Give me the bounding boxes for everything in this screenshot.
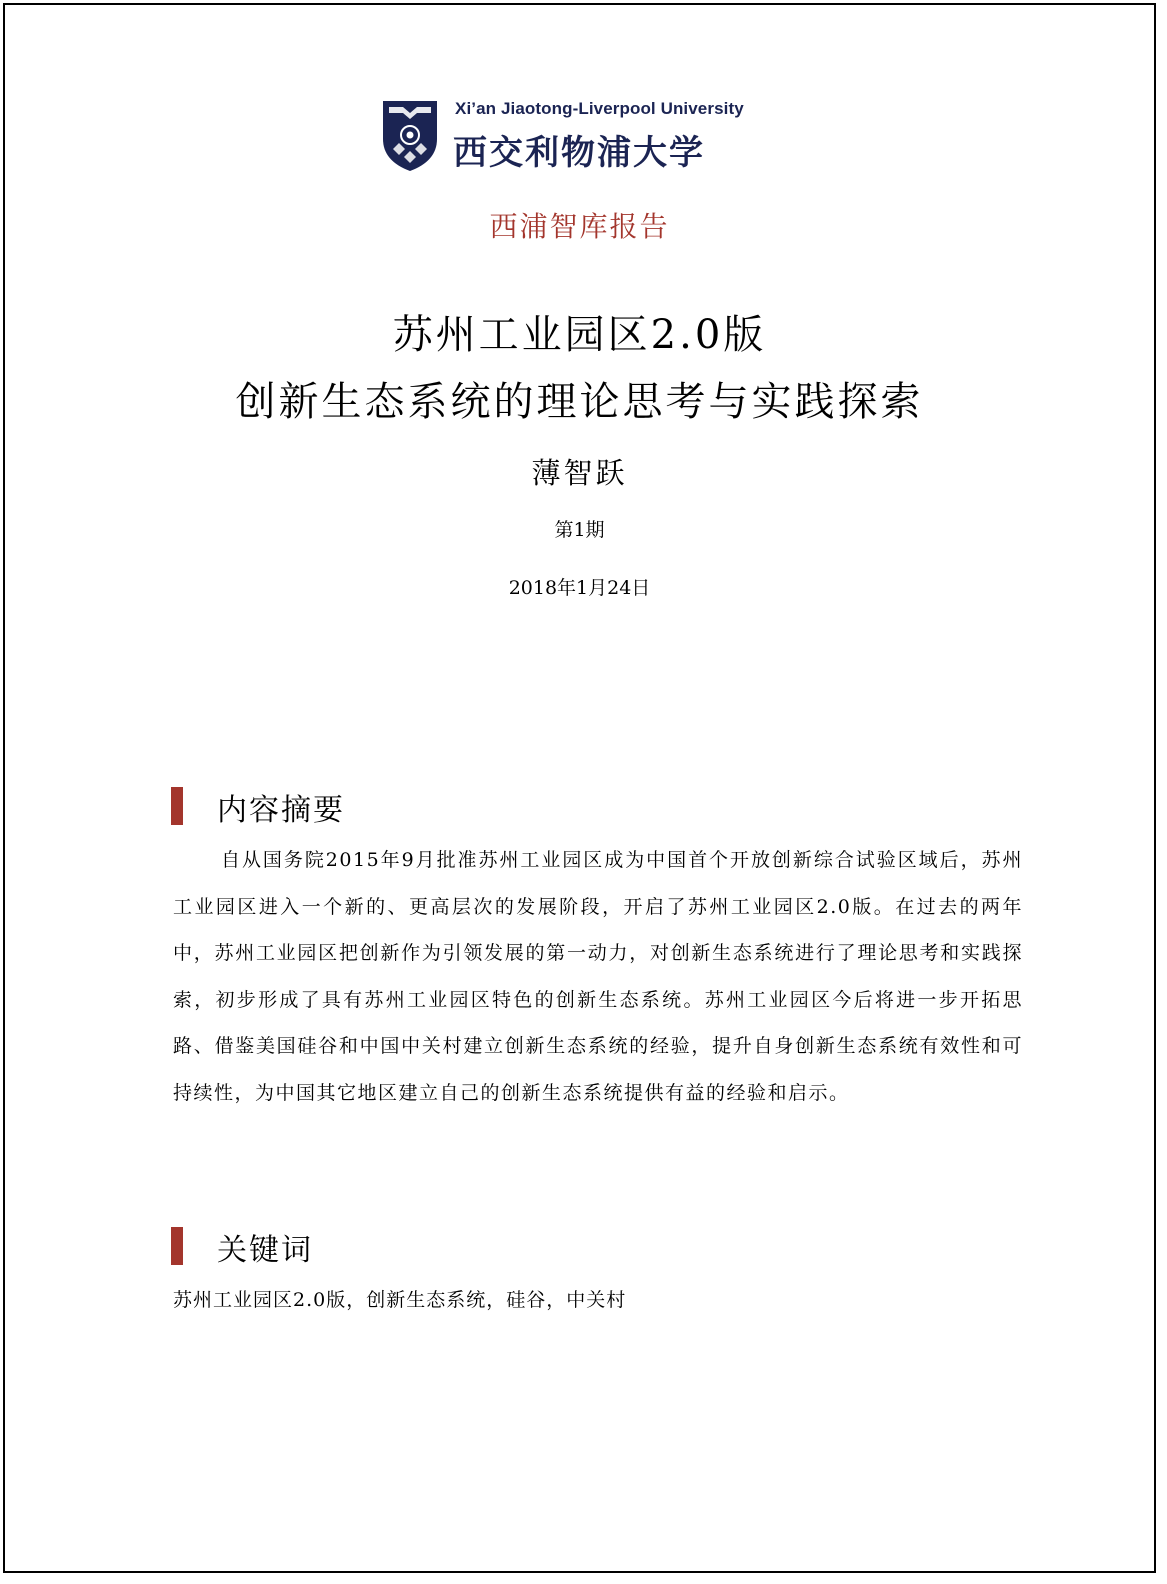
keywords-list: 苏州工业园区2.0版，创新生态系统，硅谷，中关村 — [173, 1289, 627, 1311]
series-title: 西浦智库报告 — [489, 210, 670, 243]
university-name-en: Xi’an Jiaotong-Liverpool University — [455, 99, 744, 118]
report-title-line-2: 创新生态系统的理论思考与实践探索 — [235, 379, 924, 425]
author-name: 薄智跃 — [531, 456, 628, 490]
issue-number: 第1期 — [554, 519, 605, 541]
heading-accent-bar — [171, 787, 183, 825]
document-page — [3, 3, 1156, 1573]
keywords-heading-label: 关键词 — [217, 1233, 313, 1268]
abstract-paragraph: 自从国务院2015年9月批准苏州工业园区成为中国首个开放创新综合试验区域后，苏州工业园区进入一个新的、更高层次的发展阶段，开启了苏州工业园区2.0版。在过去的两年中，苏州工业园区把创新作为引领发展的第一动力，对创新生态系统进行了理论思考和实践探索，初步形成了具有苏州工业园区特色的创新生态系统。苏州工业园区今后将进一步开拓思路、借鉴美国硅谷和中国中关村建立创新生态系统的经验，提升自身创新生态系统有效性和可持续性，为中国其它地区建立自己的创新生态系统提供有益的经验和启示。 — [173, 849, 1023, 1104]
report-title-line-1: 苏州工业园区2.0版 — [392, 312, 767, 358]
abstract-heading-label: 内容摘要 — [217, 793, 345, 828]
publication-date: 2018年1月24日 — [508, 577, 651, 599]
shield-crest-icon — [381, 99, 439, 173]
heading-accent-bar — [171, 1227, 183, 1265]
university-logo — [381, 95, 791, 175]
university-name-cn: 西交利物浦大学 — [453, 133, 705, 173]
